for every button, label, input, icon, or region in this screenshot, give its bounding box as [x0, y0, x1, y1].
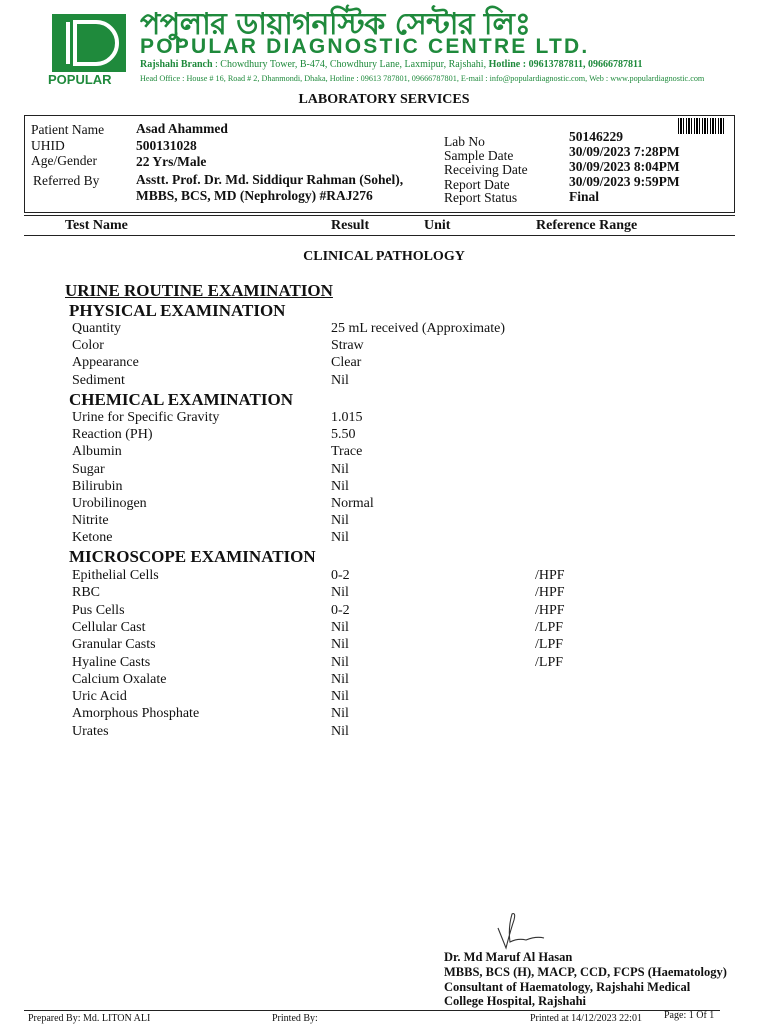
section-title: MICROSCOPE EXAMINATION: [69, 547, 316, 566]
test-name: Uric Acid: [72, 689, 127, 705]
test-name: Cellular Cast: [72, 619, 146, 635]
prepared-by: Prepared By: Md. LITON ALI: [28, 1013, 151, 1024]
test-result: 5.50: [331, 427, 356, 443]
test-result: Clear: [331, 355, 362, 371]
section-title: CHEMICAL EXAMINATION: [69, 390, 294, 409]
test-unit: /LPF: [535, 637, 564, 653]
test-name: Calcium Oxalate: [72, 671, 167, 687]
company-name-bengali: পপুলার ডায়াগনস্টিক সেন্টার লিঃ: [140, 7, 531, 42]
department-title: CLINICAL PATHOLOGY: [303, 249, 465, 264]
test-name: Urobilinogen: [72, 496, 147, 511]
printed-at: Printed at 14/12/2023 22:01: [530, 1013, 642, 1024]
page-title: LABORATORY SERVICES: [298, 92, 470, 107]
label-uhid: UHID: [31, 138, 65, 153]
test-result: Nil: [331, 585, 349, 601]
signatory-institution: College Hospital, Rajshahi: [444, 994, 587, 1008]
label-sample-date: Sample Date: [444, 148, 514, 163]
barcode: [678, 118, 726, 134]
test-name: Quantity: [72, 321, 121, 336]
exam-title: URINE ROUTINE EXAMINATION: [65, 281, 333, 300]
label-referred-by: Referred By: [33, 173, 100, 188]
branch-info: [140, 59, 642, 70]
test-result: Nil: [331, 530, 349, 546]
test-result: Straw: [331, 338, 364, 354]
test-result: 0-2: [331, 568, 350, 583]
test-name: RBC: [72, 585, 101, 601]
sample-date: 30/09/2023 7:28PM: [569, 144, 680, 159]
test-name: Nitrite: [72, 513, 109, 529]
page-number: Page: 1 Of 1: [664, 1010, 715, 1021]
test-name: Urine for Specific Gravity: [72, 410, 220, 425]
signature-scribble: [488, 908, 548, 954]
test-result: Nil: [331, 671, 349, 687]
printed-by: Printed By:: [272, 1013, 318, 1024]
test-result: Nil: [331, 619, 349, 635]
test-name: Pus Cells: [72, 602, 125, 618]
test-result: Nil: [331, 637, 349, 653]
test-result: Nil: [331, 461, 349, 477]
label-report-date: Report Date: [444, 177, 510, 192]
test-name: Sugar: [72, 461, 105, 477]
logo-mark-icon: [52, 14, 126, 72]
test-unit: /HPF: [535, 602, 565, 618]
logo-text: POPULAR: [48, 72, 112, 87]
signatory-name: Dr. Md Maruf Al Hasan: [444, 950, 573, 964]
test-name: Granular Casts: [72, 637, 156, 653]
test-result: Trace: [331, 444, 363, 460]
signatory-title: Consultant of Haematology, Rajshahi Medical: [444, 980, 691, 994]
label-patient-name: Patient Name: [31, 122, 105, 137]
test-name: Sediment: [72, 372, 125, 388]
logo: [52, 14, 126, 72]
company-name-english: POPULAR DIAGNOSTIC CENTRE LTD.: [140, 35, 590, 58]
receiving-date: 30/09/2023 8:04PM: [569, 159, 680, 174]
test-name: Urates: [72, 723, 109, 739]
test-result: Nil: [331, 513, 349, 529]
column-header-reference-range: Reference Range: [536, 218, 638, 233]
test-result: Nil: [331, 478, 349, 494]
label-receiving-date: Receiving Date: [444, 162, 528, 177]
head-office-info: Head Office : House # 16, Road # 2, Dhanmondi, Dhaka, Hotline : 09613 787801, 09666787801, E-mail : info@populardiagnostic.com, Web : www.populardiagnostic.com: [140, 74, 705, 83]
test-result: 0-2: [331, 602, 350, 618]
branch-label: Rajshahi Branch: [140, 59, 213, 70]
test-result: Nil: [331, 706, 349, 722]
test-result: 1.015: [331, 410, 363, 425]
patient-name: Asad Ahammed: [136, 121, 228, 136]
referring-doctor: Asstt. Prof. Dr. Md. Siddiqur Rahman (Sohel),: [136, 172, 404, 187]
test-result: Nil: [331, 723, 349, 739]
test-result: Nil: [331, 372, 349, 388]
test-name: Appearance: [72, 355, 139, 371]
test-result: Nil: [331, 654, 349, 670]
test-name: Ketone: [72, 530, 113, 546]
test-name: Reaction (PH): [72, 427, 153, 443]
branch-address: : Chowdhury Tower, B-474, Chowdhury Lane, Laxmipur, Rajshahi,: [212, 59, 489, 70]
report-date: 30/09/2023 9:59PM: [569, 174, 680, 189]
test-unit: /LPF: [535, 619, 564, 635]
label-lab-no: Lab No: [444, 134, 485, 149]
lab-no: 50146229: [569, 129, 623, 144]
column-header-test-name: Test Name: [65, 218, 128, 233]
test-unit: /LPF: [535, 654, 564, 670]
test-name: Color: [72, 338, 104, 354]
test-name: Bilirubin: [72, 478, 123, 494]
signatory-qualifications: MBBS, BCS (H), MACP, CCD, FCPS (Haematology): [444, 965, 727, 979]
test-name: Amorphous Phosphate: [72, 706, 200, 722]
report-status: Final: [569, 189, 600, 204]
test-name: Hyaline Casts: [72, 654, 151, 670]
referring-doctor-qualification: MBBS, BCS, MD (Nephrology) #RAJ276: [136, 188, 373, 203]
footer-rule: [24, 1010, 720, 1011]
column-header-unit: Unit: [424, 218, 451, 233]
patient-uhid: 500131028: [136, 138, 197, 153]
test-result: Normal: [331, 496, 374, 511]
label-report-status: Report Status: [444, 190, 518, 205]
test-unit: /HPF: [535, 585, 565, 601]
test-result: Nil: [331, 689, 349, 705]
test-unit: /HPF: [535, 568, 565, 583]
table-header-bottom-rule: [24, 235, 735, 236]
label-age-gender: Age/Gender: [31, 153, 97, 168]
patient-age-gender: 22 Yrs/Male: [136, 154, 207, 169]
test-name: Epithelial Cells: [72, 568, 159, 583]
section-title: PHYSICAL EXAMINATION: [69, 301, 286, 320]
test-name: Albumin: [72, 444, 122, 460]
column-header-result: Result: [331, 218, 370, 233]
test-result: 25 mL received (Approximate): [331, 321, 506, 336]
table-header-top-rule: [24, 215, 735, 216]
branch-hotline: Hotline : 09613787811, 09666787811: [488, 59, 643, 70]
